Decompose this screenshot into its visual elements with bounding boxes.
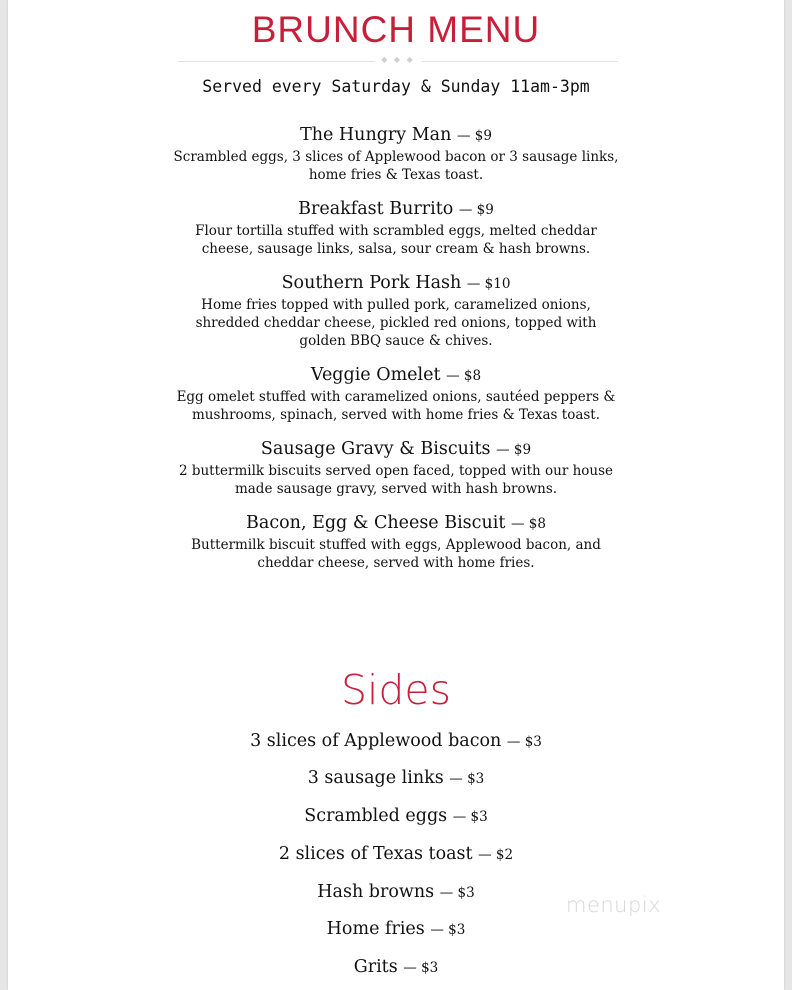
item-price: — $9 <box>496 442 532 458</box>
side-name: 3 slices of Applewood bacon <box>250 731 502 751</box>
description-line: Buttermilk biscuit stuffed with eggs, Applewood bacon, and <box>191 537 601 553</box>
side-price: — $3 <box>430 922 466 938</box>
item-name: Breakfast Burrito <box>298 199 454 219</box>
item-name: Veggie Omelet <box>310 365 441 385</box>
description-line: Flour tortilla stuffed with scrambled eggs, melted cheddar <box>195 223 597 239</box>
menu-item <box>8 512 784 572</box>
side-name: Home fries <box>326 919 425 939</box>
side-price: — $3 <box>439 885 475 901</box>
item-name: The Hungry Man <box>300 125 452 145</box>
side-price: — $2 <box>478 847 514 863</box>
description-line: cheese, sausage links, salsa, sour cream & hash browns. <box>201 241 591 257</box>
sides-heading: Sides <box>340 666 452 714</box>
menu-item <box>8 198 784 258</box>
menu-item <box>8 438 784 498</box>
item-price: — $8 <box>510 516 546 532</box>
side-item <box>8 917 784 942</box>
item-name: Southern Pork Hash <box>281 273 462 293</box>
item-description <box>8 148 784 184</box>
menupix-watermark: menupix <box>566 893 662 917</box>
description-line: home fries & Texas toast. <box>308 167 484 183</box>
item-description <box>8 388 784 424</box>
side-name: Scrambled eggs <box>304 806 448 826</box>
item-name: Sausage Gravy & Biscuits <box>260 439 491 459</box>
description-line: made sausage gravy, served with hash browns. <box>234 481 558 497</box>
side-item <box>8 766 784 791</box>
menu-item <box>8 124 784 184</box>
item-price: — $10 <box>466 276 511 292</box>
description-line: Scrambled eggs, 3 slices of Applewood bacon or 3 sausage links, <box>173 149 619 165</box>
item-description <box>8 222 784 258</box>
side-item <box>8 804 784 829</box>
side-price: — $3 <box>403 960 439 976</box>
description-line: Egg omelet stuffed with caramelized onions, sautéed peppers & <box>176 389 616 405</box>
description-line: shredded cheddar cheese, pickled red onions, topped with <box>195 315 597 331</box>
side-item <box>8 955 784 980</box>
item-description <box>8 536 784 572</box>
description-line: Home fries topped with pulled pork, caramelized onions, <box>201 297 591 313</box>
side-name: 2 slices of Texas toast <box>278 844 473 864</box>
item-description <box>8 296 784 350</box>
side-name: 3 sausage links <box>307 768 444 788</box>
side-name: Hash browns <box>317 882 435 902</box>
side-price: — $3 <box>452 809 488 825</box>
side-price: — $3 <box>506 734 542 750</box>
menu-item <box>8 272 784 350</box>
description-line: golden BBQ sauce & chives. <box>299 333 493 349</box>
description-line: 2 buttermilk biscuits served open faced, topped with our house <box>178 463 614 479</box>
item-name: Bacon, Egg & Cheese Biscuit <box>246 513 506 533</box>
diamond-ornament-icon: ◆ ◆ ◆ <box>375 55 421 65</box>
title-divider <box>178 55 618 64</box>
side-item <box>8 842 784 867</box>
menu-page <box>8 0 784 990</box>
menu-item <box>8 364 784 424</box>
side-name: Grits <box>353 957 398 977</box>
description-line: mushrooms, spinach, served with home fries & Texas toast. <box>191 407 601 423</box>
item-price: — $9 <box>458 202 494 218</box>
item-description <box>8 462 784 498</box>
side-price: — $3 <box>449 771 485 787</box>
serving-hours: Served every Saturday & Sunday 11am-3pm <box>202 77 590 96</box>
side-item <box>8 880 784 905</box>
menu-title: BRUNCH MENU <box>251 9 541 50</box>
item-price: — $9 <box>456 128 492 144</box>
item-price: — $8 <box>446 368 482 384</box>
description-line: cheddar cheese, served with home fries. <box>257 555 535 571</box>
side-item <box>8 729 784 754</box>
